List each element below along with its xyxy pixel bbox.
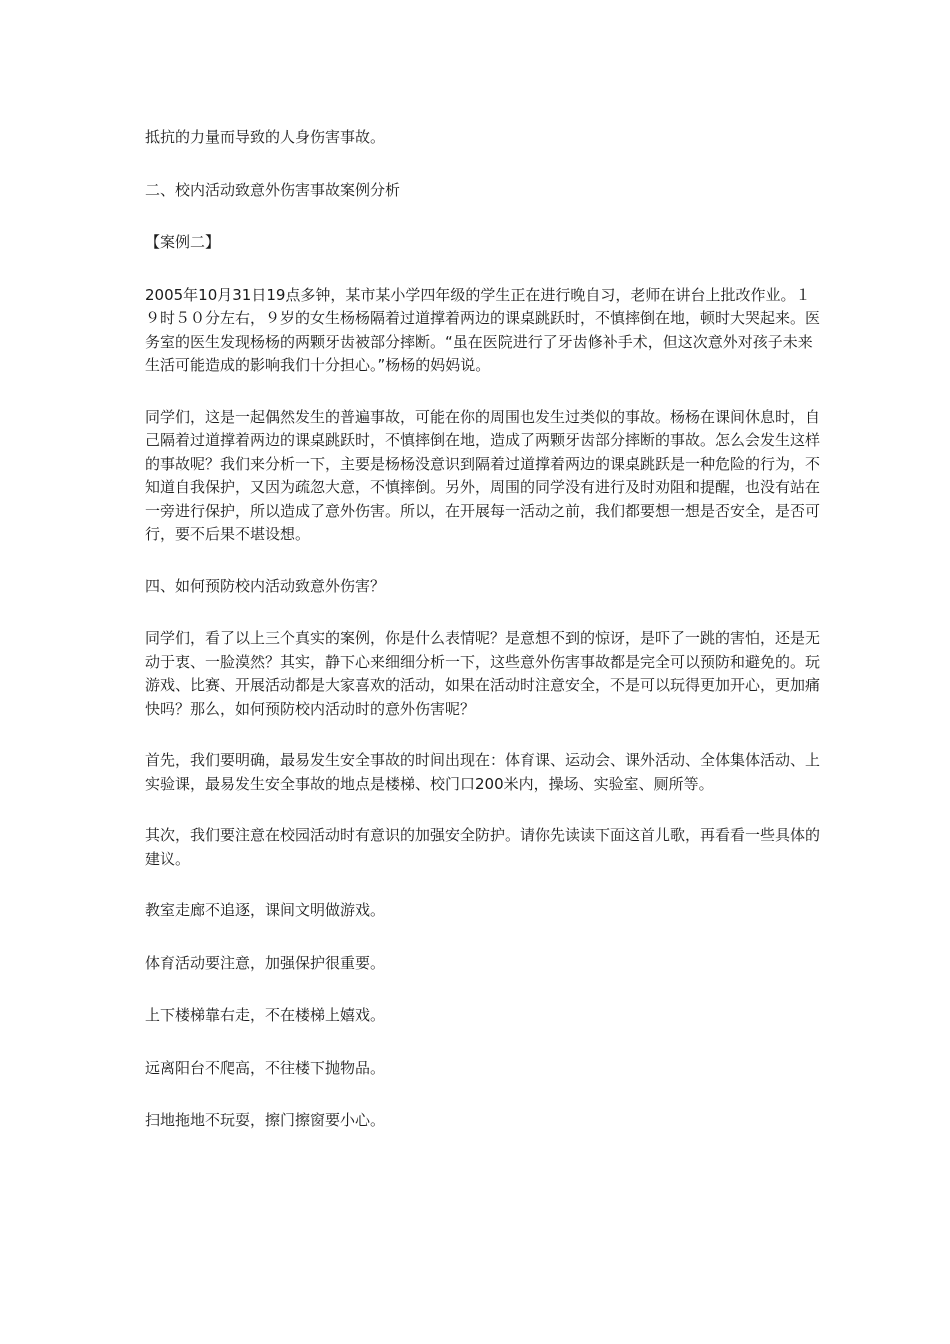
- rhyme-line: 体育活动要注意，加强保护很重要。: [145, 953, 386, 972]
- rhyme-line: 远离阳台不爬高，不往楼下抛物品。: [145, 1058, 386, 1077]
- rhyme-line: 扫地拖地不玩耍，擦门擦窗要小心。: [145, 1111, 386, 1129]
- rhyme-line: 教室走廊不追逐，课间文明做游戏。: [145, 901, 386, 919]
- paragraph-continuation: 抵抗的力量而导致的人身伤害事故。: [145, 128, 386, 146]
- case-label: 【案例二】: [145, 233, 221, 251]
- paragraph-second-point: 其次，我们要注意在校园活动时有意识的加强安全防护。请你先读读下面这首儿歌，再看看一些具体的建议。: [145, 826, 821, 868]
- section-heading-case-analysis: 二、校内活动致意外伤害事故案例分析: [145, 180, 401, 199]
- document-body: [145, 126, 825, 1162]
- rhyme-line: 上下楼梯靠右走，不在楼梯上嬉戏。: [145, 1006, 386, 1024]
- paragraph-case-analysis: 同学们，这是一起偶然发生的普遍事故，可能在你的周围也发生过类似的事故。杨杨在课间休息时，自己隔着过道撑着两边的课桌跳跃时，不慎摔倒在地，造成了两颗牙齿部分摔断的事故。怎么会发生这样的事故呢？我们来分析一下，主要是杨杨没意识到隔着过道撑着两边的课桌跳跃是一种危险的行为，不知道自我保护，又因为疏忽大意，不慎摔倒。另外，周围的同学没有进行及时劝阻和提醒，也没有站在一旁进行保护，所以造成了意外伤害。所以，在开展每一活动之前，我们都要想一想是否安全，是否可行，要不后果不堪设想。: [145, 407, 821, 543]
- paragraph-case-description: 2005年10月31日19点多钟，某市某小学四年级的学生正在进行晚自习，老师在讲台上批改作业。１９时５０分左右，９岁的女生杨杨隔着过道撑着两边的课桌跳跃时，不慎摔倒在地，顿时大哭起来。医务室的医生发现杨杨的两颗牙齿被部分摔断。“虽在医院进行了牙齿修补手术，但这次意外对孩子未来生活可能造成的影响我们十分担心。”杨杨的妈妈说。: [145, 285, 821, 374]
- section-heading-prevention: 四、如何预防校内活动致意外伤害？: [145, 576, 386, 595]
- paragraph-prevention-intro: 同学们，看了以上三个真实的案例，你是什么表情呢？是意想不到的惊讶，是吓了一跳的害怕，还是无动于衷、一脸漠然？其实，静下心来细细分析一下，这些意外伤害事故都是完全可以预防和避免的。玩游戏、比赛、开展活动都是大家喜欢的活动，如果在活动时注意安全，不是可以玩得更加开心，更加痛快吗？那么，如何预防校内活动时的意外伤害呢？: [145, 629, 821, 718]
- paragraph-first-point: 首先，我们要明确，最易发生安全事故的时间出现在：体育课、运动会、课外活动、全体集体活动、上实验课，最易发生安全事故的地点是楼梯、校门口200米内，操场、实验室、厕所等。: [145, 751, 821, 793]
